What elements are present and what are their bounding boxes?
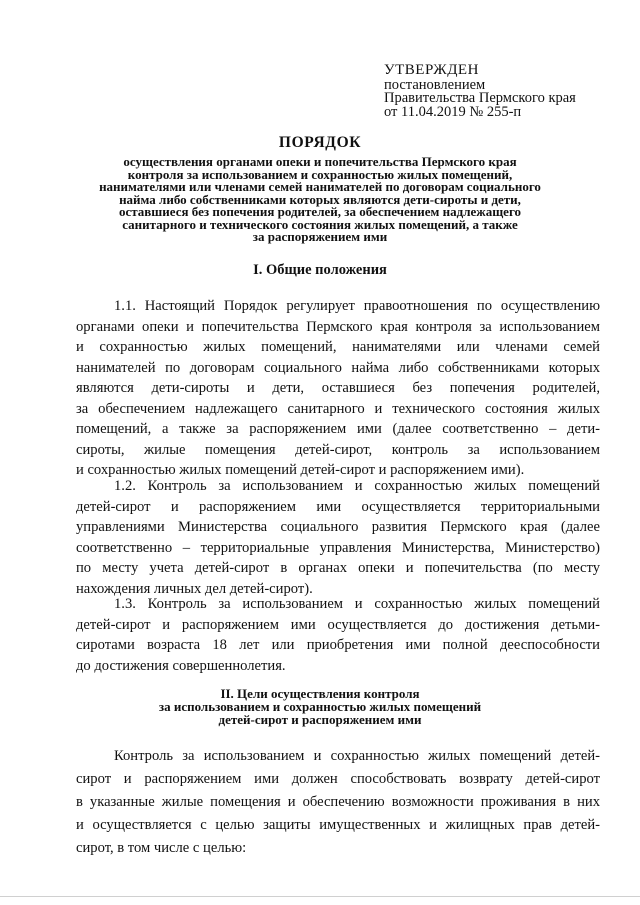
text-line: за обеспечением надлежащего санитарного и технического состояния жилых (76, 400, 600, 417)
text-line: сирот, в том числе с целью: (76, 840, 247, 856)
section-heading-general: I. Общие положения (253, 262, 387, 278)
approval-stamp (384, 64, 576, 119)
text-line: и сохранностью жилых помещений детей-сирот и распоряжением ими). (76, 462, 525, 478)
text-line: 1.2. Контроль за использованием и сохранностью жилых помещений (114, 478, 600, 494)
paragraph-1-2 (76, 476, 600, 599)
text-line: нанимателей по договорам социального найма либо собственниками которых (76, 359, 600, 376)
section-heading-goals (0, 687, 640, 726)
text-line: сироты, жилые помещения детей-сирот, контроль за использованием (76, 441, 600, 458)
heading-line: детей-сирот и распоряжением ими (218, 712, 422, 727)
document-subtitle (70, 156, 570, 244)
text-line: 1.3. Контроль за использованием и сохранностью жилых помещений (114, 596, 600, 612)
approved-label: УТВЕРЖДЕН (384, 62, 479, 78)
subtitle-line: нанимателями или членами семей нанимателей по договорам социального (99, 179, 541, 194)
paragraph-1-3 (76, 594, 600, 676)
text-line: до достижения совершеннолетия. (76, 657, 286, 674)
text-line: по месту учета детей-сирот в органах опеки и попечительства (по месту (76, 560, 600, 576)
text-line: и осуществляется с целью защиты имущественных и жилищных прав детей- (76, 817, 600, 833)
text-line: помещений, а также за распоряжением ими (далее соответственно – дети- (76, 421, 600, 437)
subtitle-line: оставшиеся без попечения родителей, за обеспечением надлежащего (118, 204, 522, 219)
text-line: органами опеки и попечительства Пермского края контроля за использованием (76, 318, 600, 335)
text-line: сиротами возраста 18 лет или приобретения ими полной дееспособности (76, 637, 600, 653)
text-line: детей-сирот и распоряжением ими осуществляется территориальными (76, 498, 600, 515)
subtitle-line: контроля за использованием и сохранностью жилых помещений, (127, 166, 513, 182)
text-line: нахождения личных дел детей-сирот). (76, 580, 313, 597)
text-line: являются дети-сироты и дети, оставшиеся без попечения родителей, (76, 380, 600, 396)
subtitle-line: осуществления органами опеки и попечительства Пермского края (123, 154, 517, 169)
text-line: сирот и распоряжением ими должен способствовать возврату детей-сирот (76, 771, 600, 787)
text-line: 1.1. Настоящий Порядок регулирует правоотношения по осуществлению (114, 298, 600, 314)
paragraph-2-1 (76, 745, 600, 860)
document-title: ПОРЯДОК (278, 134, 362, 151)
approval-line: постановлением (384, 76, 486, 93)
text-line: и сохранностью жилых помещений, нанимателями или членами семей (76, 339, 600, 355)
text-line: управлениями Министерства социального развития Пермского края (далее (76, 519, 600, 535)
subtitle-line: за распоряжением ими (252, 229, 388, 244)
text-line: в указанные жилые помещения и обеспечению возможности проживания в них (76, 794, 600, 810)
approval-line: Правительства Пермского края (384, 90, 576, 106)
approval-line: от 11.04.2019 № 255-п (384, 103, 522, 120)
paragraph-1-1 (76, 296, 600, 481)
subtitle-line: найма либо собственниками которых являются дети-сироты и дети, (119, 191, 521, 207)
heading-line: за использованием и сохранностью жилых помещений (158, 699, 482, 714)
text-line: детей-сирот и распоряжением ими осуществляется до достижения детьми- (76, 616, 600, 633)
page-bottom-divider (0, 896, 640, 897)
heading-line: II. Цели осуществления контроля (220, 686, 420, 701)
text-line: соответственно – территориальные управления Министерства, Министерство) (76, 539, 600, 556)
text-line: Контроль за использованием и сохранностью жилых помещений детей- (114, 748, 600, 764)
subtitle-line: санитарного и технического состояния жилых помещений, а также (122, 216, 518, 232)
